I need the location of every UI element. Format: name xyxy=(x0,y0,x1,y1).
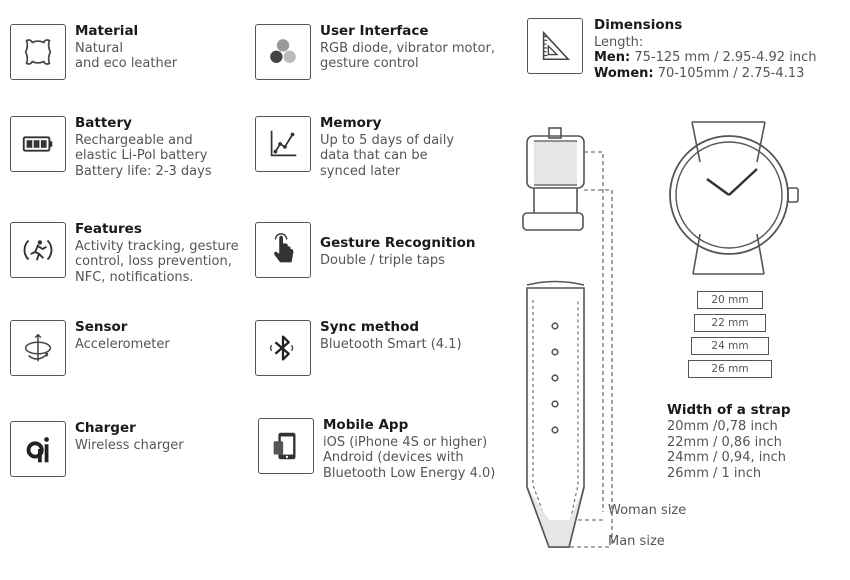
women-value: 70-105mm / 2.75-4.13 xyxy=(653,65,805,81)
feature-title: User Interface xyxy=(320,23,429,39)
feature-title: Sensor xyxy=(75,319,128,335)
feature-title: Charger xyxy=(75,420,136,436)
strap-width-title: Width of a strap xyxy=(667,402,791,418)
strap-width-row: 24mm / 0,94, inch xyxy=(667,450,786,465)
width-box-22: 22 mm xyxy=(694,314,766,332)
length-label: Length: xyxy=(594,34,644,50)
feature-title: Features xyxy=(75,221,142,237)
hour-hand xyxy=(707,179,729,195)
feature-title: Battery xyxy=(75,115,132,131)
strap-width-row: 20mm /0,78 inch xyxy=(667,419,778,434)
feature-desc: Activity tracking, gesture control, loss prevention, NFC, notifications. xyxy=(75,238,239,285)
width-box-20: 20 mm xyxy=(697,291,763,309)
width-box-26: 26 mm xyxy=(688,360,772,378)
watch-drawing xyxy=(670,122,798,274)
feature-desc: Bluetooth Smart (4.1) xyxy=(320,336,462,352)
feature-desc: Rechargeable and elastic Li-Pol battery Battery life: 2-3 days xyxy=(75,132,212,179)
feature-title: Mobile App xyxy=(323,417,409,433)
strap-width-row: 22mm / 0,86 inch xyxy=(667,434,782,450)
feature-title: Memory xyxy=(320,115,382,131)
feature-title: Gesture Recognition xyxy=(320,235,476,251)
width-box-24: 24 mm xyxy=(691,337,769,355)
feature-desc: Accelerometer xyxy=(75,336,170,352)
strap-drawing xyxy=(523,128,612,547)
feature-desc: Double / triple taps xyxy=(320,252,445,268)
men-label: Men: xyxy=(594,50,631,65)
dimensions-title: Dimensions xyxy=(594,17,683,33)
strap-width-row: 26mm / 1 inch xyxy=(667,465,762,481)
feature-desc: iOS (iPhone 4S or higher) Android (devices with Bluetooth Low Energy 4.0) xyxy=(323,434,496,481)
man-size-label: Man size xyxy=(608,534,665,549)
feature-title: Sync method xyxy=(320,319,420,335)
feature-desc: Up to 5 days of daily data that can be synced later xyxy=(320,132,455,179)
strap-loop xyxy=(523,213,583,230)
feature-desc: RGB diode, vibrator motor, gesture control xyxy=(320,40,496,71)
feature-desc: Wireless charger xyxy=(75,437,184,453)
women-label: Women: xyxy=(594,65,654,81)
men-value: 75-125 mm / 2.95-4.92 inch xyxy=(630,50,817,65)
strap-width-list xyxy=(667,419,786,481)
minute-hand xyxy=(729,169,757,195)
feature-desc: Natural and eco leather xyxy=(75,40,178,71)
feature-title: Material xyxy=(75,23,139,39)
woman-size-label: Woman size xyxy=(608,503,687,518)
